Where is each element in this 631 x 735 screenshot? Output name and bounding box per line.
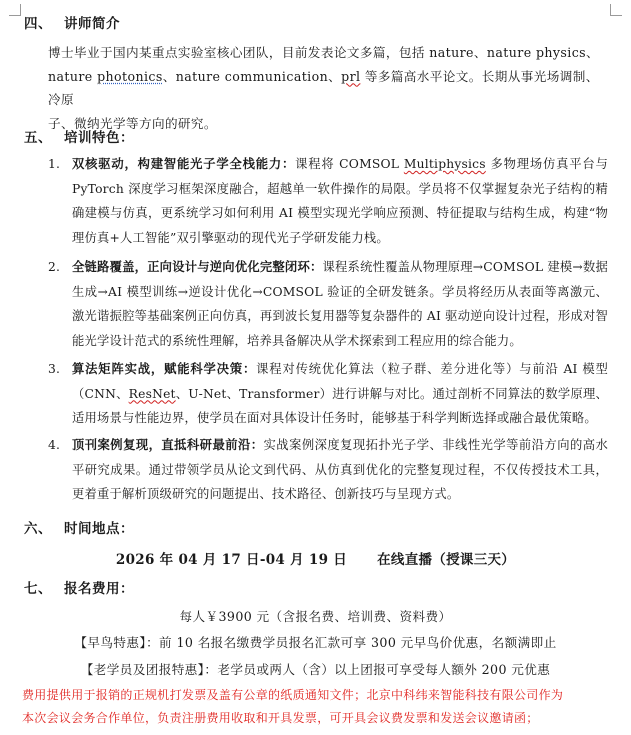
feature-lead: 双核驱动，构建智能光子学全栈能力： bbox=[72, 156, 296, 171]
prl-word: prl bbox=[341, 68, 361, 84]
section-4-title: 讲师简介 bbox=[64, 16, 120, 32]
multiphysics-word: Multiphysics bbox=[403, 157, 486, 171]
crop-mark-top-right bbox=[610, 4, 622, 16]
section-7-number: 七、 bbox=[24, 581, 52, 597]
feature-lead: 全链路覆盖，正向设计与逆向优化完整闭环： bbox=[72, 259, 323, 274]
crop-mark-top-left bbox=[9, 4, 21, 16]
invoice-line-2: 本次会议会务合作单位，负责注册费用收取和开具发票，可开具会议费发票和发送会议邀请函； bbox=[22, 711, 539, 725]
section-5-heading bbox=[24, 126, 134, 146]
bio-line-2: nature photonics、nature communication、prl 等多篇高水平论文。长期从事光场调制、冷原 bbox=[48, 68, 599, 107]
section-4-heading bbox=[24, 12, 120, 32]
group-offer: 【老学员及团报特惠】：老学员或两人（含）以上团报可享受每人额外 200 元优惠 bbox=[80, 662, 551, 677]
instructor-bio bbox=[48, 41, 604, 135]
bio-line-1: 博士毕业于国内某重点实验室核心团队，目前发表论文多篇，包括 nature、nature physics、 bbox=[48, 45, 600, 60]
feature-number: 3. bbox=[48, 362, 61, 376]
photonics-word: photonics bbox=[97, 68, 163, 84]
event-date-location: 2026 年 04 月 17 日-04 月 19 日 在线直播（授课三天） bbox=[115, 552, 516, 568]
feature-number: 1. bbox=[48, 157, 61, 171]
feature-lead: 算法矩阵实战，赋能科学决策： bbox=[72, 361, 257, 376]
section-5-number: 五、 bbox=[24, 130, 52, 146]
bio-line-3: 子、微纳光学等方向的研究。 bbox=[48, 115, 217, 131]
feature-lead: 顶刊案例复现，直抵科研最前沿： bbox=[72, 437, 264, 452]
invoice-note bbox=[22, 684, 608, 730]
feature-number: 2. bbox=[48, 260, 61, 274]
feature-number: 4. bbox=[48, 438, 61, 452]
fee-price: 每人￥3900 元（含报名费、培训费、资料费） bbox=[179, 609, 452, 624]
section-5-title: 培训特色： bbox=[64, 130, 134, 146]
feature-item-3: 3. 算法矩阵实战，赋能科学决策：课程对传统优化算法（粒子群、差分进化等）与前沿 AI 模型（CNN、ResNet、U-Net、Transformer）进行讲解与对比。通过剖析不同算法的数学原理、适用场景与性能边界，使学员在面对具体设计任务时，能够基于科学判断选择或融合最优策略。 bbox=[48, 357, 608, 431]
feature-item-1: 1. 双核驱动，构建智能光子学全栈能力：课程将 COMSOL Multiphysics 多物理场仿真平台与 PyTorch 深度学习框架深度融合，超越单一软件操作的局限。学员将不仅掌握复杂光子结构的精确建模与仿真，更系统学习如何利用 AI 模型实现光学响应预测、特征提取与结构生成，构建“物理仿真+人工智能”双引擎驱动的现代光子学研发能力栈。 bbox=[48, 152, 608, 250]
feature-item-4: 4. 顶刊案例复现，直抵科研最前沿：实战案例深度复现拓扑光子学、非线性光学等前沿方向的高水平研究成果。通过带领学员从论文到代码、从仿真到优化的完整复现过程，不仅传授技术工具，更着重于解析顶级研究的问题提出、技术路径、创新技巧与呈现方式。 bbox=[48, 433, 608, 507]
feature-item-2: 2. 全链路覆盖，正向设计与逆向优化完整闭环：课程系统性覆盖从物理原理→COMSOL 建模→数据生成→AI 模型训练→逆设计优化→COMSOL 验证的全研发链条。学员将经历从表面等离激元、激光谐振腔等基础案例正向仿真，再到波长复用器等复杂器件的 AI 驱动逆向设计过程，形成对智能光学设计范式的系统性理解，培养具备解决从学术探索到工程应用的综合能力。 bbox=[48, 255, 608, 353]
early-bird-offer: 【早鸟特惠】：前 10 名报名缴费学员报名汇款可享 300 元早鸟价优惠，名额满即止 bbox=[74, 635, 557, 650]
section-4-number: 四、 bbox=[24, 16, 52, 32]
invoice-line-1: 费用提供用于报销的正规机打发票及盖有公章的纸质通知文件；北京中科纬来智能科技有限公司作为 bbox=[22, 688, 564, 702]
section-7-heading bbox=[24, 577, 134, 597]
section-6-number: 六、 bbox=[24, 521, 52, 537]
resnet-word: ResNet bbox=[128, 386, 176, 401]
section-6-title: 时间地点： bbox=[64, 521, 134, 537]
section-7-title: 报名费用： bbox=[64, 581, 134, 597]
section-6-heading bbox=[24, 517, 134, 537]
